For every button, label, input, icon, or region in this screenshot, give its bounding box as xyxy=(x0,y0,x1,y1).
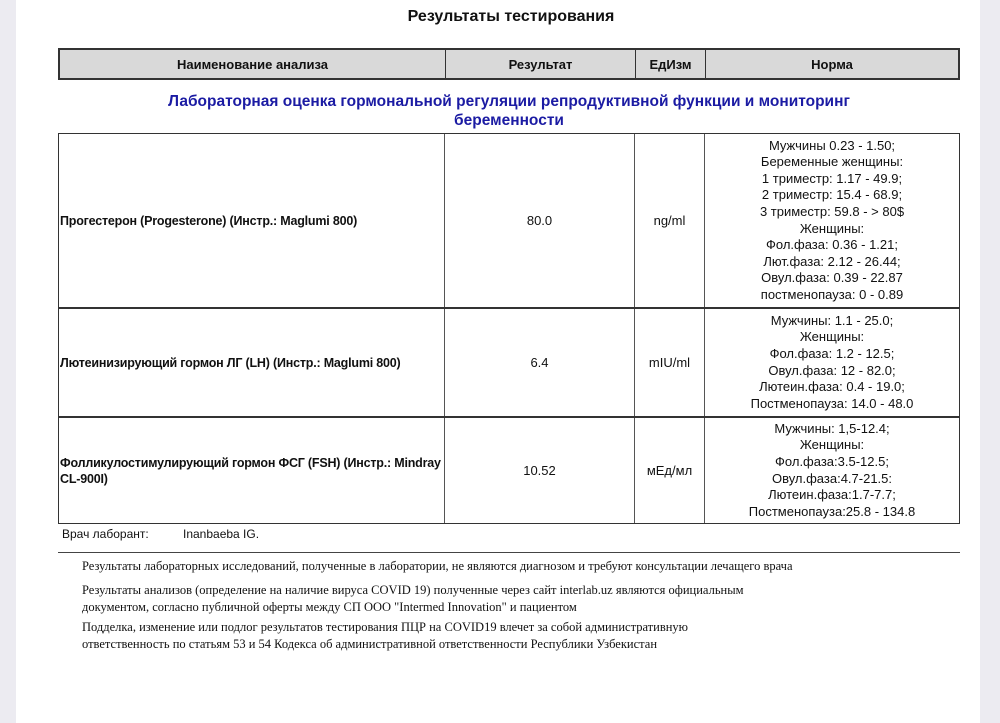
disclaimer-line: Подделка, изменение или подлог результатов тестирования ПЦР на COVID19 влечет за собой административную xyxy=(82,620,689,634)
analysis-unit: ng/ml xyxy=(635,134,705,307)
disclaimer-line: Результаты анализов (определение на наличие вируса COVID 19) полученные через сайт interlab.uz являются официальным xyxy=(82,583,744,597)
norm-line: Фол.фаза: 0.36 - 1.21; xyxy=(766,237,898,253)
table-row xyxy=(59,134,959,309)
header-result: Результат xyxy=(446,50,636,78)
norm-line: Женщины: xyxy=(799,329,865,345)
disclaimer-line: ответственность по статьям 53 и 54 Кодекса об административной ответственности Республики Узбекистан xyxy=(82,637,658,651)
norm-line: Лют.фаза: 2.12 - 26.44; xyxy=(763,253,901,269)
norm-line: 1 триместр: 1.17 - 49.9; xyxy=(761,170,903,186)
norm-line: постменопауза: 0 - 0.89 xyxy=(760,286,904,302)
section-title xyxy=(58,92,960,130)
norm-line: 2 триместр: 15.4 - 68.9; xyxy=(761,187,903,203)
norm-line: Овул.фаза: 0.39 - 22.87 xyxy=(761,270,903,286)
header-unit: ЕдИзм xyxy=(636,50,706,78)
norm-line: Мужчины: 1,5-12.4; xyxy=(774,420,890,436)
norm-line: Женщины: xyxy=(799,437,865,453)
table-row xyxy=(59,309,959,418)
analysis-result: 6.4 xyxy=(445,309,635,416)
norm-line: Постменопауза:25.8 - 134.8 xyxy=(748,503,916,519)
disclaimer-diagnosis xyxy=(82,558,793,575)
table-header xyxy=(58,48,960,80)
analysis-norm xyxy=(705,418,959,523)
norm-line: Лютеин.фаза:1.7-7.7; xyxy=(768,487,896,503)
analysis-result: 80.0 xyxy=(445,134,635,307)
section-title-line: беременности xyxy=(454,112,564,129)
doctor-name: Inanbaeba IG. xyxy=(183,527,260,541)
analysis-norm xyxy=(705,309,959,416)
norm-line: Лютеин.фаза: 0.4 - 19.0; xyxy=(759,379,905,395)
norm-line: Постменопауза: 14.0 - 48.0 xyxy=(750,395,914,411)
analysis-unit: мЕд/мл xyxy=(635,418,705,523)
norm-line: Женщины: xyxy=(799,220,865,236)
analysis-norm xyxy=(705,134,959,307)
document-page xyxy=(16,0,980,723)
section-title-line: Лабораторная оценка гормональной регуляции репродуктивной функции и мониторинг xyxy=(168,93,850,110)
table-row xyxy=(59,418,959,523)
header-norm: Норма xyxy=(811,56,853,72)
norm-line: Беременные женщины: xyxy=(760,154,904,170)
norm-line: Мужчины 0.23 - 1.50; xyxy=(768,137,896,153)
norm-line: Фол.фаза: 1.2 - 12.5; xyxy=(769,345,895,361)
norm-line: Мужчины: 1.1 - 25.0; xyxy=(770,312,894,328)
doctor-line xyxy=(62,527,260,541)
analysis-name: Фолликулостимулирующий гормон ФСГ (FSH) (Инстр.: Mindray CL-900I) xyxy=(59,418,445,523)
divider xyxy=(58,552,960,553)
norm-line: Фол.фаза:3.5-12.5; xyxy=(775,453,889,469)
analysis-name: Прогестерон (Progesterone) (Инстр.: Maglumi 800) xyxy=(59,134,445,307)
analysis-name: Лютеинизирующий гормон ЛГ (LH) (Инстр.: Maglumi 800) xyxy=(59,309,445,416)
document-title: Результаты тестирования xyxy=(407,8,615,25)
header-name: Наименование анализа xyxy=(60,50,446,78)
norm-line: Овул.фаза:4.7-21.5: xyxy=(771,470,893,486)
disclaimer-official xyxy=(82,582,744,616)
results-table xyxy=(58,133,960,524)
norm-line: Овул.фаза: 12 - 82.0; xyxy=(768,362,896,378)
disclaimer-line: Результаты лабораторных исследований, полученные в лаборатории, не являются диагнозом и требуют консультации лечащего врача xyxy=(82,559,793,573)
analysis-unit: mIU/ml xyxy=(635,309,705,416)
disclaimer-forgery xyxy=(82,619,688,653)
norm-line: 3 триместр: 59.8 - > 80$ xyxy=(759,203,905,219)
disclaimer-line: документом, согласно публичной оферты между СП ООО "Intermed Innovation" и пациентом xyxy=(82,600,577,614)
doctor-label: Врач лаборант: xyxy=(62,527,149,541)
analysis-result: 10.52 xyxy=(445,418,635,523)
